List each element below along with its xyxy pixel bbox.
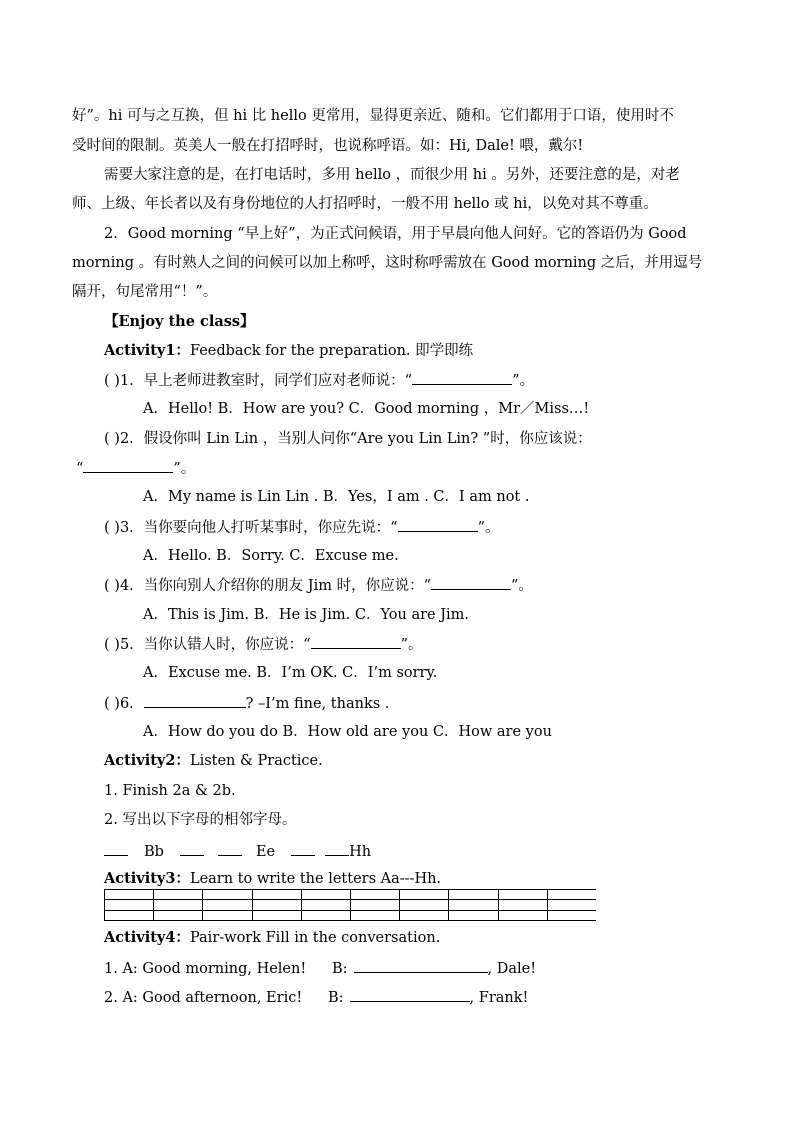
letter-bb: Bb bbox=[144, 844, 164, 860]
grid-divider bbox=[301, 889, 302, 921]
question-1 bbox=[104, 370, 756, 391]
activity3-title: Learn to write the letters Aa---Hh. bbox=[189, 871, 442, 887]
letter-blank-1[interactable] bbox=[104, 841, 128, 856]
conversation-2-a: 2. A: Good afternoon, Eric! bbox=[104, 990, 303, 1006]
answer-blank-1[interactable] bbox=[412, 370, 512, 385]
conversation-1-blank[interactable] bbox=[354, 958, 488, 973]
conversation-2-b-end: , Frank! bbox=[469, 990, 529, 1006]
activity4-label: Activity4： bbox=[104, 929, 190, 946]
activity4-title: Pair-work Fill in the conversation. bbox=[189, 930, 441, 946]
question-4 bbox=[104, 575, 756, 596]
question-6 bbox=[104, 693, 756, 714]
intro-p1-line1: 好”。hi 可与之互换，但 hi 比 hello 更常用，显得更亲近、随和。它们都用于口语，使用时不 bbox=[72, 108, 674, 124]
activity3-heading bbox=[104, 869, 756, 889]
question-1-text: 1．早上老师进教室时，同学们应对老师说：“ bbox=[119, 373, 413, 389]
answer-paren-4[interactable]: ( ) bbox=[104, 578, 120, 594]
question-6-text: 6． bbox=[119, 696, 144, 712]
grid-divider bbox=[202, 889, 203, 921]
conversation-2 bbox=[104, 987, 756, 1008]
question-3-end: ”。 bbox=[477, 520, 500, 536]
answer-paren-2[interactable]: ( ) bbox=[104, 431, 120, 447]
question-3-options: A．Hello. B．Sorry. C．Excuse me. bbox=[143, 548, 399, 564]
question-3 bbox=[104, 517, 756, 538]
activity3-label: Activity3： bbox=[104, 870, 190, 887]
grid-divider bbox=[399, 889, 400, 921]
answer-blank-5[interactable] bbox=[311, 634, 401, 649]
question-4-options: A．This is Jim. B．He is Jim. C．You are Jim. bbox=[143, 607, 470, 623]
activity1-label: Activity1： bbox=[104, 342, 190, 359]
answer-blank-6[interactable] bbox=[144, 693, 246, 708]
question-4-end: ”。 bbox=[511, 578, 533, 594]
activity1-heading bbox=[104, 341, 756, 361]
question-5-end: ”。 bbox=[400, 637, 423, 653]
question-2-options: A．My name is Lin Lin . B．Yes，I am . C．I am not . bbox=[143, 489, 530, 505]
letter-blank-5[interactable] bbox=[325, 841, 349, 856]
question-2-text: 2．假设你叫 Lin Lin ，当别人问你“Are you Lin Lin? ”时，你应该说： bbox=[119, 431, 592, 447]
answer-blank-4[interactable] bbox=[431, 575, 511, 590]
answer-paren-5[interactable]: ( ) bbox=[104, 637, 120, 653]
question-6-end: ? –I’m fine, thanks . bbox=[245, 696, 390, 712]
question-6-options: A．How do you do B．How old are you C．How are you bbox=[143, 724, 552, 740]
answer-paren-6[interactable]: ( ) bbox=[104, 696, 120, 712]
question-2-cont bbox=[76, 458, 728, 479]
question-1-end: ”。 bbox=[512, 373, 534, 389]
answer-paren-1[interactable]: ( ) bbox=[104, 373, 120, 389]
conversation-2-b-label: B: bbox=[328, 990, 344, 1006]
grid-divider bbox=[104, 889, 105, 921]
question-5-options: A．Excuse me. B．I’m OK. C．I’m sorry. bbox=[143, 665, 438, 681]
intro-p2-line1: 需要大家注意的是，在打电话时，多用 hello ，而很少用 hi 。另外，还要注意的是，对老 bbox=[104, 167, 680, 183]
grid-divider bbox=[448, 889, 449, 921]
answer-blank-3[interactable] bbox=[398, 517, 478, 532]
conversation-2-blank[interactable] bbox=[350, 987, 470, 1002]
activity2-item-1: 1. Finish 2a & 2b. bbox=[104, 783, 236, 799]
question-5 bbox=[104, 634, 756, 655]
intro-p3-line3: 隔开，句尾常用“！”。 bbox=[72, 284, 218, 300]
conversation-1-b-end: , Dale! bbox=[487, 961, 537, 977]
handwriting-grid[interactable] bbox=[104, 889, 596, 921]
activity2-label: Activity2： bbox=[104, 752, 190, 769]
question-2-close-quote: ”。 bbox=[173, 461, 196, 477]
activity2-title: Listen & Practice. bbox=[189, 753, 323, 769]
answer-blank-2[interactable] bbox=[83, 458, 173, 473]
grid-divider bbox=[547, 889, 548, 921]
intro-p3-line2: morning 。有时熟人之间的问候可以加上称呼，这时称呼需放在 Good morning 之后，并用逗号 bbox=[72, 255, 703, 271]
letter-blank-3[interactable] bbox=[218, 841, 242, 856]
letter-ee: Ee bbox=[255, 844, 276, 860]
question-2 bbox=[104, 429, 756, 449]
intro-p3-line1: 2．Good morning “早上好”，为正式问候语，用于早晨向他人问好。它的答语仍为 Good bbox=[104, 226, 687, 242]
question-1-options: A．Hello! B．How are you? C．Good morning ，Mr／Miss…! bbox=[143, 401, 590, 417]
activity2-item-2: 2. 写出以下字母的相邻字母。 bbox=[104, 812, 297, 828]
section-title: 【Enjoy the class】 bbox=[104, 313, 255, 330]
question-5-text: 5．当你认错人时，你应说：“ bbox=[119, 637, 311, 653]
activity2-heading bbox=[104, 751, 756, 771]
letter-blank-2[interactable] bbox=[180, 841, 204, 856]
question-2-open-quote: “ bbox=[76, 461, 84, 477]
conversation-1-a: 1. A: Good morning, Helen! bbox=[104, 961, 307, 977]
letter-hh: Hh bbox=[349, 844, 372, 860]
conversation-1 bbox=[104, 958, 756, 979]
grid-divider bbox=[153, 889, 154, 921]
intro-p1-line2: 受时间的限制。英美人一般在打招呼时，也说称呼语。如：Hi, Dale! 喂，戴尔! bbox=[72, 138, 584, 154]
letter-blank-4[interactable] bbox=[291, 841, 315, 856]
letter-fill-row bbox=[104, 841, 756, 862]
activity1-title: Feedback for the preparation. 即学即练 bbox=[189, 343, 474, 359]
grid-divider bbox=[252, 889, 253, 921]
question-3-text: 3．当你要向他人打听某事时，你应先说：“ bbox=[119, 520, 398, 536]
conversation-1-b-label: B: bbox=[332, 961, 348, 977]
question-4-text: 4．当你向别人介绍你的朋友 Jim 时，你应说：“ bbox=[119, 578, 431, 594]
activity4-heading bbox=[104, 928, 756, 948]
grid-divider bbox=[498, 889, 499, 921]
grid-divider bbox=[350, 889, 351, 921]
intro-p2-line2: 师、上级、年长者以及有身份地位的人打招呼时，一般不用 hello 或 hi，以免对其不尊重。 bbox=[72, 196, 658, 212]
answer-paren-3[interactable]: ( ) bbox=[104, 520, 120, 536]
